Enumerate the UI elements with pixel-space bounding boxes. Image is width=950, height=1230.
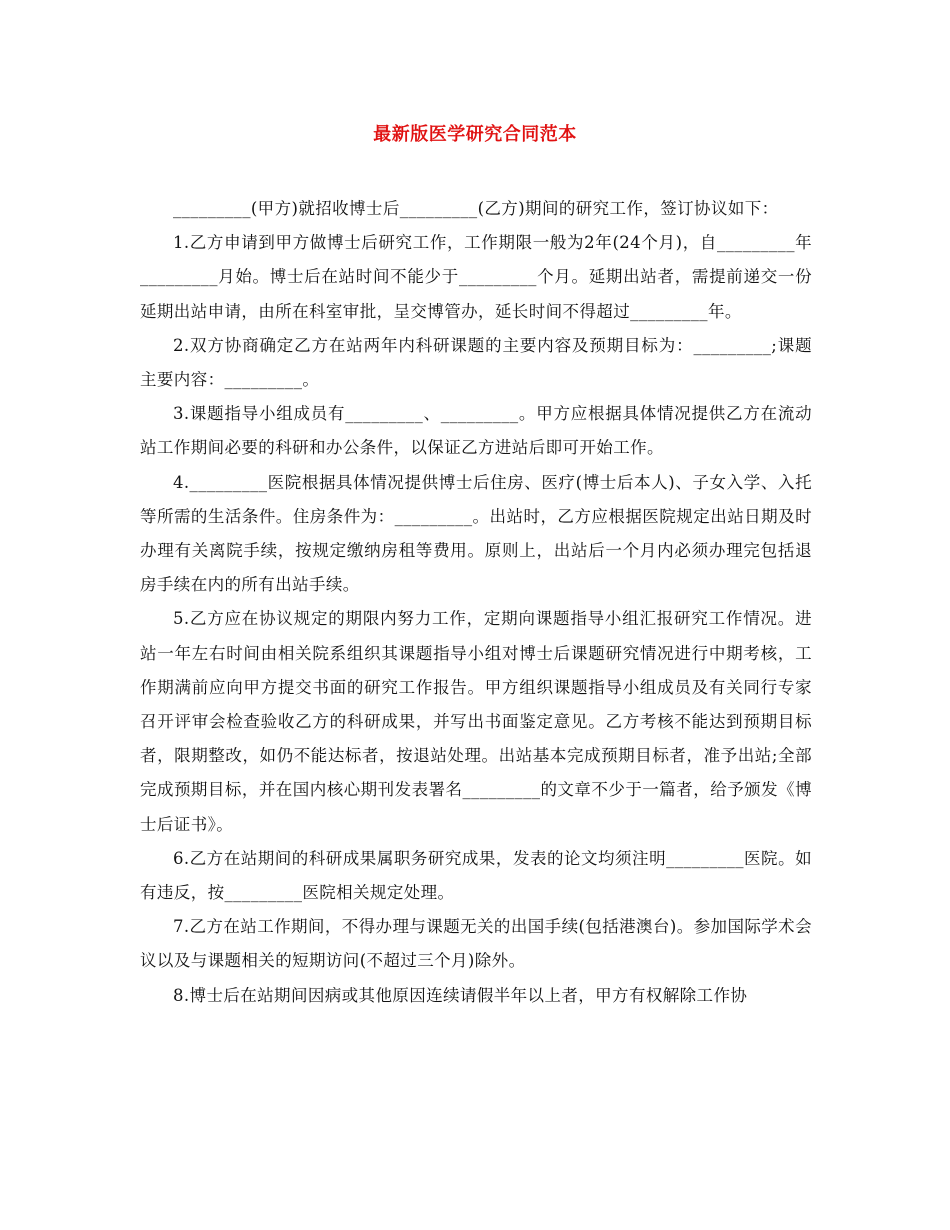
intro-paragraph: _________(甲方)就招收博士后_________(乙方)期间的研究工作，签订协议如下： — [173, 199, 779, 218]
clause-4-paragraph: 4._________医院根据具体情况提供博士后住房、医疗(博士后本人)、子女入学、入托等所需的生活条件。住房条件为：_________。出站时，乙方应根据医院规定出站日期及时办理有关离院手续，按规定缴纳房租等费用。原则上，出站后一个月内必须办理完包括退房手续在内的所有出站手续。 — [140, 472, 812, 595]
clause-8-paragraph: 8.博士后在站期间因病或其他原因连续请假半年以上者，甲方有权解除工作协 — [173, 985, 748, 1005]
clause-7-paragraph: 7.乙方在站工作期间，不得办理与课题无关的出国手续(包括港澳台)。参加国际学术会议以及与课题相关的短期访问(不超过三个月)除外。 — [140, 917, 812, 971]
clause-5-paragraph: 5.乙方应在协议规定的期限内努力工作，定期向课题指导小组汇报研究工作情况。进站一年左右时间由相关院系组织其课题指导小组对博士后课题研究情况进行中期考核，工作期满前应向甲方提交书面的研究工作报告。甲方组织课题指导小组成员及有关同行专家召开评审会检查验收乙方的科研成果，并写出书面鉴定意见。乙方考核不能达到预期目标者，限期整改，如仍不能达标者，按退站处理。出站基本完成预期目标者，准予出站;全部完成预期目标，并在国内核心期刊发表署名_________的文章不少于一篇者，给予颁发《博士后证书》。 — [140, 609, 812, 834]
clause-3-paragraph: 3.课题指导小组成员有_________、_________。甲方应根据具体情况提供乙方在流动站工作期间必要的科研和办公条件，以保证乙方进站后即可开始工作。 — [140, 404, 812, 458]
document-body — [140, 192, 812, 1013]
clause-6-paragraph: 6.乙方在站期间的科研成果属职务研究成果，发表的论文均须注明_________医院。如有违反，按_________医院相关规定处理。 — [140, 848, 812, 903]
clause-2-paragraph: 2.双方协商确定乙方在站两年内科研课题的主要内容及预期目标为：_________;课题主要内容：_________。 — [140, 335, 812, 390]
document-title: 最新版医学研究合同范本 — [373, 124, 577, 145]
clause-1-paragraph: 1.乙方申请到甲方做博士后研究工作，工作期限一般为2年(24个月)，自_________年_________月始。博士后在站时间不能少于_________个月。延期出站者，需提前递交一份延期出站申请，由所在科室审批，呈交博管办，延长时间不得超过_________年。 — [140, 233, 812, 321]
